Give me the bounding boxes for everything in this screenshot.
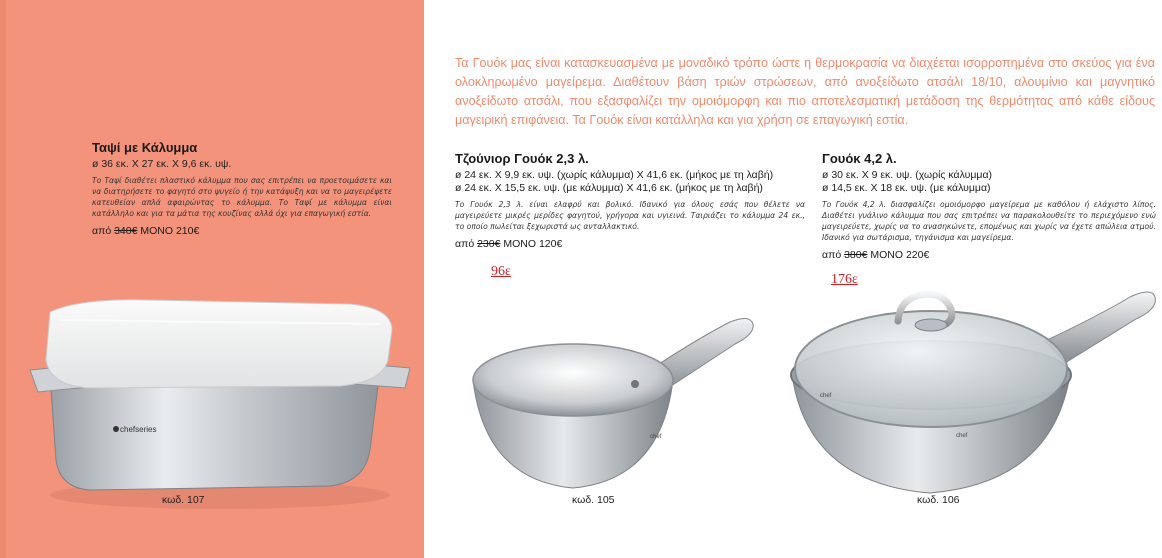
product-junior-wok — [455, 151, 805, 250]
price-prefix: από — [92, 225, 112, 237]
handwritten-price: 96ε — [491, 264, 511, 279]
brand-logo: chefseries — [120, 425, 157, 434]
handwritten-price: 176ε — [831, 272, 858, 287]
product-price — [92, 225, 392, 237]
price-new: ΜΟΝΟ 120€ — [503, 238, 563, 250]
product-description: Το Γουόκ 4,2 λ. διασφαλίζει ομοιόμορφο μαγείρεμα με καθόλου ή ελάχιστο λίπος. Διαθέτει γυάλινο κάλυμμα που σας επιτρέπει να παρακολουθείτε το περιεχόμενο ενώ μαγειρεύετε, χωρίς να το ανασηκώνετε, επομένως και χωρίς να έχετε απώλεια ατμού. Ιδανικό για σωτάρισμα, τηγάνισμα και μαγείρεμα. — [822, 200, 1156, 242]
product-description: Το Γουόκ 2,3 λ. είναι ελαφρύ και βολικό. Ιδανικό για όλους εσάς που θέλετε να μαγειρεύετε μικρές μερίδες φαγητού, γρήγορα και υγιεινά. Ταιριάζει το κάλυμμα 24 εκ., το οποίο πωλείται ξεχωριστά ως ανταλλακτικό. — [455, 200, 805, 231]
price-old: 380€ — [844, 249, 868, 261]
product-size: ø 36 εκ. X 27 εκ. X 9,6 εκ. υψ. — [92, 158, 232, 170]
svg-text:chef: chef — [650, 434, 662, 440]
product-size: ø 30 εκ. X 9 εκ. υψ. (χωρίς κάλυμμα) — [822, 169, 993, 181]
product-code: κωδ. 105 — [572, 494, 615, 506]
wok-image — [780, 285, 1160, 515]
product-price — [455, 238, 805, 250]
product-price — [822, 249, 1156, 261]
price-old: 340€ — [114, 225, 138, 237]
junior-wok-image — [465, 300, 775, 500]
intro-paragraph: Τα Γουόκ μας είναι κατασκευασμένα με μοναδικό τρόπο ώστε η θερμοκρασία να διαχέεται ισορροπημένα στο σκεύος για ένα ολοκληρωμένο μαγείρεμα. Διαθέτουν βάση τριών στρώσεων, από ανοξείδωτο ατσάλι 18/10, αλουμίνιο και μαγνητικό ανοξείδωτο ατσάλι, που εξασφαλίζει την ομοιόμορφη και πιο αποτελεσματική μετάδοση της θερμότητας από κάθε είδους μαγειρική επιφάνεια. Τα Γουόκ είναι κατάλληλα και για χρήση σε επαγωγική εστία. — [455, 56, 1155, 127]
product-wok-4-2 — [822, 151, 1156, 261]
price-new: ΜΟΝΟ 220€ — [870, 249, 930, 261]
svg-text:chef: chef — [820, 393, 832, 399]
price-new: ΜΟΝΟ 210€ — [140, 225, 200, 237]
product-size: ø 14,5 εκ. X 18 εκ. υψ. (με κάλυμμα) — [822, 182, 991, 194]
panel-shade — [0, 0, 6, 558]
product-code: κωδ. 106 — [917, 494, 960, 506]
brand-logo-mark — [113, 426, 119, 432]
product-size: ø 24 εκ. X 15,5 εκ. υψ. (με κάλυμμα) X 41,6 εκ. (μήκος με τη λαβή) — [455, 182, 763, 194]
product-title: Γουόκ 4,2 λ. — [822, 151, 897, 166]
price-old: 230€ — [477, 238, 501, 250]
product-description: Το Ταψί διαθέτει πλαστικό κάλυμμα που σας επιτρέπει να προετοιμάσετε και να διατηρήσετε το φαγητό στο ψυγείο ή την κατάψυξη και να το μαγειρέψετε κατευθείαν απλά αφαιρώντας το κάλυμμα. Το Ταψί με κάλυμμα είναι κατάλληλο και για τα μάτια της κουζίνας αλλά όχι για επαγωγική εστία. — [92, 176, 392, 218]
product-size: ø 24 εκ. X 9,9 εκ. υψ. (χωρίς κάλυμμα) X 41,6 εκ. (μήκος με τη λαβή) — [455, 169, 774, 181]
roasting-pan-image — [20, 290, 420, 520]
svg-text:chef: chef — [956, 433, 968, 439]
price-prefix: από — [822, 249, 842, 261]
product-title: Ταψί με Κάλυμμα — [92, 140, 198, 155]
price-prefix: από — [455, 238, 475, 250]
product-title: Τζούνιορ Γουόκ 2,3 λ. — [455, 151, 589, 166]
product-code: κωδ. 107 — [162, 494, 205, 506]
product-roasting-pan — [92, 140, 392, 237]
